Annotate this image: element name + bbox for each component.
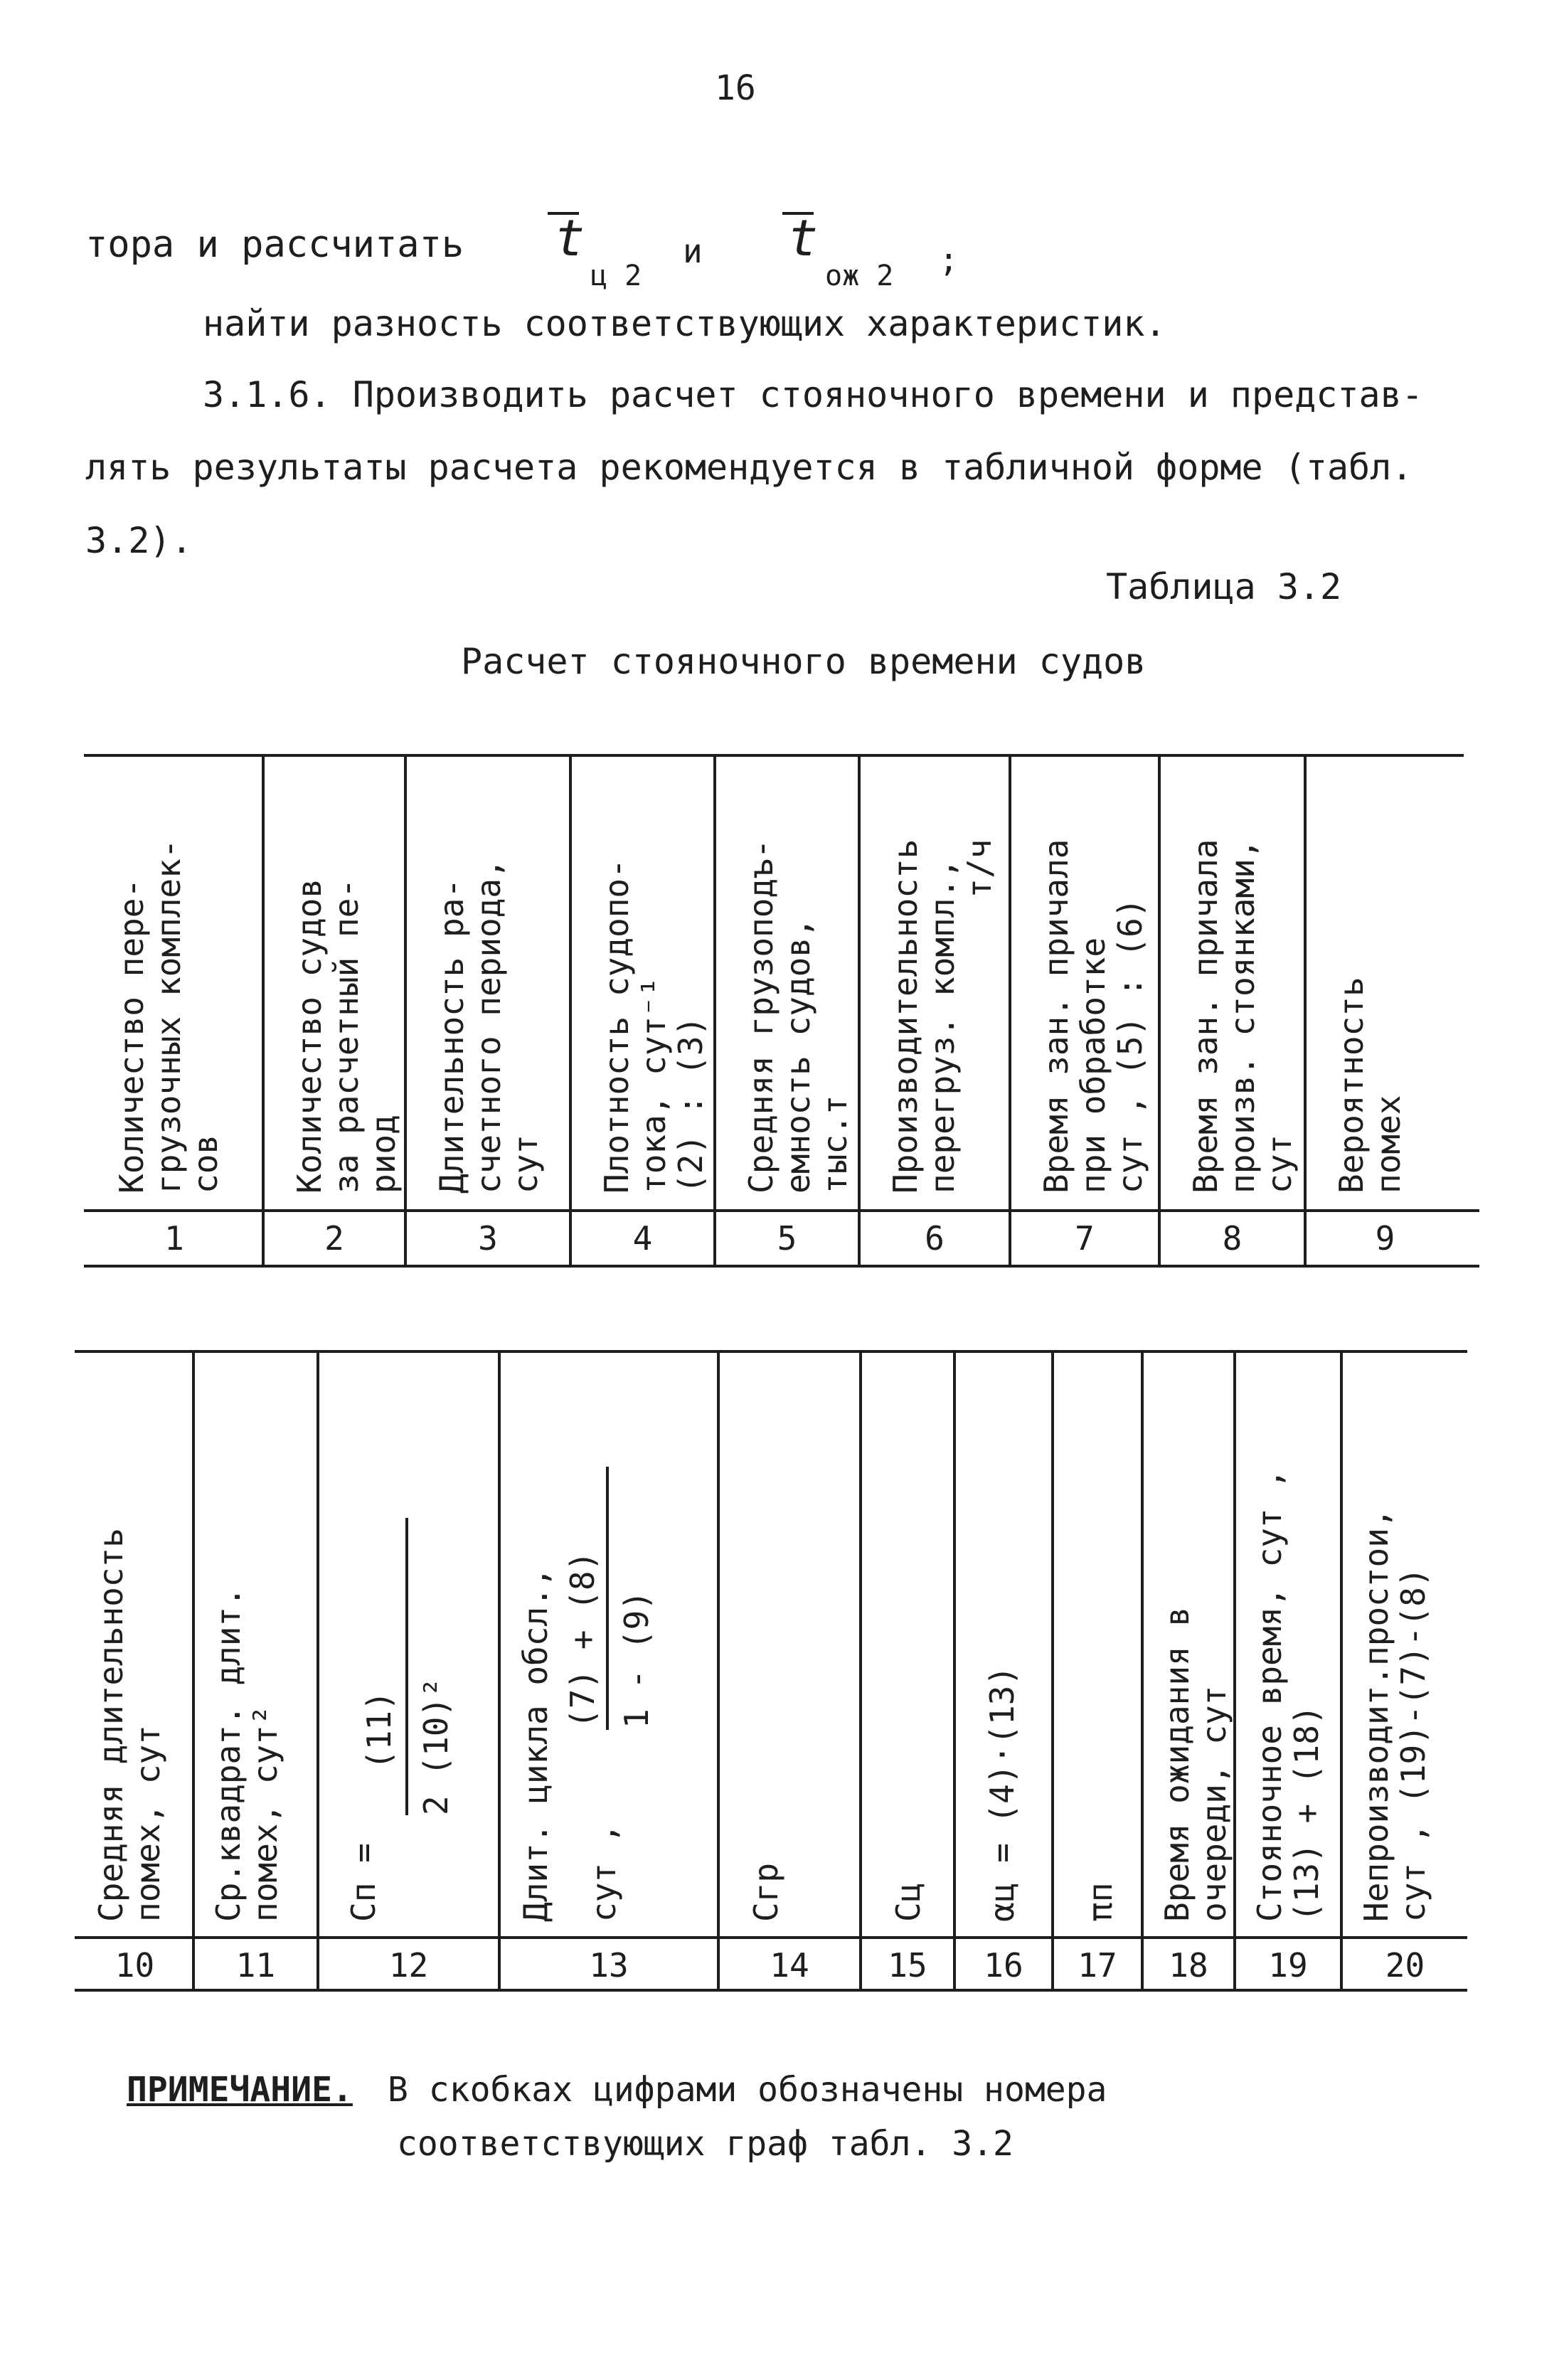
para-line-3: 3.2). [85, 520, 193, 561]
table-part-2-header-text-19: Стояночное время, сут , (13) + (18) [1250, 1469, 1326, 1922]
table-title: Расчет стояночного времени судов [461, 641, 1147, 682]
intro-line-start: тора и рассчитать [85, 223, 464, 266]
table-part-2-header-text-10: Средняя длительность помех, сут [92, 1528, 167, 1922]
table-part-2-header-19 [1236, 1353, 1340, 1935]
table-part-1-header-5 [716, 757, 858, 1206]
t-oj-symbol: t [788, 209, 819, 267]
table-part-2-column-number-15: 15 [888, 1946, 927, 1985]
table-part-1-header-text-3: Длительность ра- счетного периода, сут [432, 859, 545, 1194]
formula-13-lhs: Длит. цикла обсл., [516, 1567, 555, 1922]
table-part-1-header-text-2: Количество судов за расчетный пе- риод [290, 878, 403, 1194]
table-part-2-column-number-10: 10 [115, 1946, 155, 1985]
table-part-2-header-text-17: πп [1081, 1882, 1119, 1922]
table-part-2-header-20 [1343, 1353, 1467, 1935]
table-part-2-header-text-20: Непроизводит.простои, сут , (19)-(7)-(8) [1357, 1508, 1432, 1922]
table-part-1-column-number-7: 7 [1075, 1219, 1095, 1258]
table-part-2-column-number-12: 12 [388, 1946, 429, 1985]
table-part-1-header-3 [407, 757, 569, 1206]
table-part-1-column-number-3: 3 [478, 1219, 498, 1258]
table-part-1-header-7 [1011, 757, 1158, 1206]
table-part-1-header-6 [861, 757, 1009, 1206]
table-part-1-header-text-6: Производительность перегруз. компл., т/ч [886, 839, 999, 1194]
and-word: и [683, 232, 703, 270]
table-part-1-header-text-8: Время зан. причала произв. стоянками, сут [1186, 839, 1299, 1194]
table-part-1-header-text-9: Вероятность помех [1332, 977, 1408, 1194]
table-part-2-header-15 [862, 1353, 953, 1935]
table-part-2-column-number-18: 18 [1169, 1946, 1208, 1985]
formula-13-denominator: 1 - (9) [617, 1590, 656, 1728]
semicolon: ; [939, 240, 959, 279]
formula-13-numerator: (7) + (8) [563, 1551, 602, 1728]
para-line-2: лять результаты расчета рекомендуется в табличной форме (табл. [85, 447, 1413, 488]
table-part-2-header-text-16: αц = (4)·(13) [983, 1665, 1021, 1922]
page-number: 16 [715, 68, 756, 108]
t-c-subscript: ц 2 [590, 260, 642, 292]
para-line-1: 3.1.6. Производить расчет стояночного времени и представ- [203, 374, 1423, 415]
table-part-2-column-number-14: 14 [770, 1946, 809, 1985]
table-part-2-header-10 [78, 1353, 192, 1935]
table-part-2-header-17 [1054, 1353, 1141, 1935]
table-part-1-header-text-7: Время зан. причала при обработке сут , (5) : (6) [1037, 839, 1149, 1194]
table-part-1-header-4 [572, 757, 713, 1206]
table-part-2-header-18 [1144, 1353, 1233, 1935]
table-part-2-column-number-16: 16 [984, 1946, 1023, 1985]
table-part-1-header-8 [1161, 757, 1304, 1206]
table-part-2-column-number-19: 19 [1268, 1946, 1308, 1985]
table-part-1-column-number-5: 5 [777, 1219, 797, 1258]
formula-cell-12 [319, 1353, 498, 1935]
table-part-1-header-9 [1307, 757, 1464, 1206]
table-part-1-column-number-9: 9 [1375, 1219, 1395, 1258]
table-part-2-column-number-20: 20 [1385, 1946, 1425, 1985]
note-label: ПРИМЕЧАНИЕ. [127, 2070, 353, 2110]
table-part-2-column-number-13: 13 [589, 1946, 629, 1985]
formula-13-unit: сут , [585, 1823, 623, 1922]
table-part-1-header-text-5: Средняя грузоподъ- емность судов, тыс.т [742, 839, 854, 1194]
table-part-1-header-text-4: Плотность судопо- тока, сут⁻¹ (2) : (3) [597, 859, 710, 1194]
table-part-1-column-number-8: 8 [1222, 1219, 1243, 1258]
t-c-symbol: t [555, 209, 585, 267]
table-part-2-column-number-11: 11 [235, 1946, 276, 1985]
formula-12-denominator: 2 (10)² [417, 1677, 455, 1815]
table-part-2-header-14 [720, 1353, 859, 1935]
table-part-1-header-2 [265, 757, 404, 1206]
table-part-2-header-text-15: Cц [889, 1882, 927, 1922]
formula-12-numerator: (11) [360, 1691, 398, 1770]
table-part-1-column-number-6: 6 [925, 1219, 945, 1258]
table-part-2-header-16 [956, 1353, 1051, 1935]
note-line-1: В скобках цифрами обозначены номера [388, 2070, 1107, 2110]
table-part-2-header-text-14: Cгр [747, 1862, 785, 1922]
table-part-1-column-number-4: 4 [632, 1219, 653, 1258]
table-part-2-header-text-11: Ср.квадрат. длит. помех, сут² [209, 1587, 284, 1922]
table-part-2-column-number-17: 17 [1078, 1946, 1117, 1985]
table-part-1-column-number-1: 1 [164, 1219, 184, 1258]
t-oj-subscript: ож 2 [825, 260, 894, 292]
formula-cell-13 [501, 1353, 717, 1935]
table-part-1-header-text-1: Количество пере- грузочных комплек- сов [112, 839, 225, 1194]
note-line-2: соответствующих граф табл. 3.2 [397, 2124, 1014, 2164]
table-label: Таблица 3.2 [1106, 566, 1342, 607]
table-part-2-header-text-18: Время ожидания в очереди, сут [1158, 1606, 1233, 1922]
table-part-2-header-11 [195, 1353, 316, 1935]
intro-line-2: найти разность соответствующих характеристик. [203, 303, 1166, 344]
formula-12-lhs: Cп = [344, 1843, 383, 1922]
table-part-1-column-number-2: 2 [324, 1219, 344, 1258]
table-part-1-header-1 [87, 757, 262, 1206]
